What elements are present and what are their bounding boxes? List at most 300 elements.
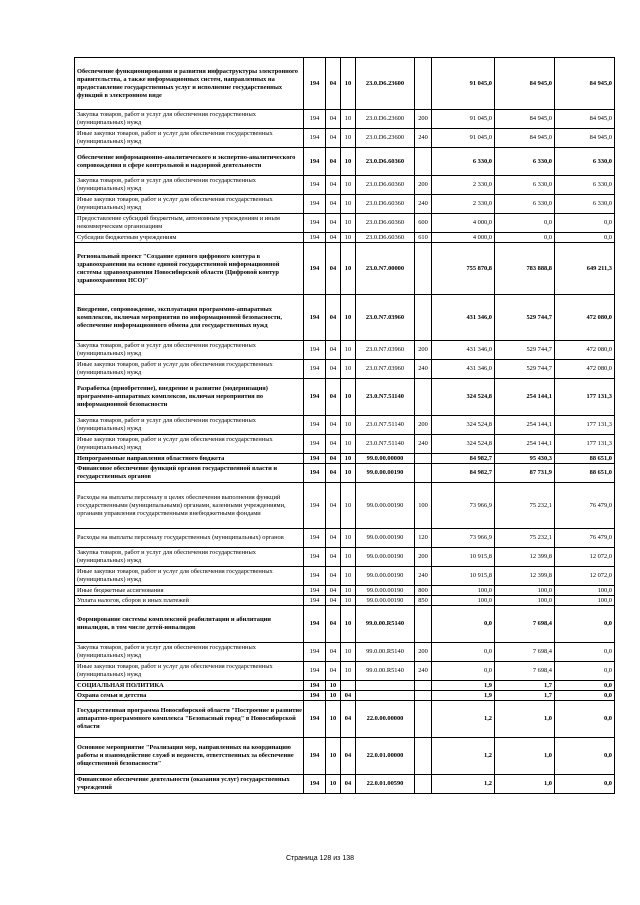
row-section-code: 04 [326,435,341,454]
row-name: Обеспечение функционирования и развития инфраструктуры электронного правительства, а также информационных систем, направленных на предоставление государственных услуг и исполнение государственных функций в электронном виде [75,58,304,110]
row-amount-year2: 12 399,8 [495,548,555,567]
row-grbs-code: 194 [304,701,326,738]
row-amount-year3: 0,0 [555,681,615,691]
table-row [75,195,615,214]
row-expense-type [415,738,432,775]
row-name: Финансовое обеспечение деятельности (оказания услуг) государственных учреждений [75,775,304,794]
row-subsection-code: 10 [341,548,356,567]
row-amount-year2: 254 144,1 [495,435,555,454]
row-target-article: 22.0.01.00590 [356,775,415,794]
row-target-article: 23.0.N7.03960 [356,360,415,379]
row-amount-year1: 4 000,0 [432,214,495,233]
row-amount-year2: 1,7 [495,681,555,691]
row-name: Закупка товаров, работ и услуг для обеспечения государственных (муниципальных) нужд [75,110,304,129]
row-amount-year3: 0,0 [555,606,615,643]
row-section-code: 10 [326,681,341,691]
table-row [75,454,615,464]
row-amount-year2: 783 888,8 [495,243,555,295]
row-name: Финансовое обеспечение функций органов государственной власти и государственных органов [75,464,304,483]
row-amount-year2: 7 698,4 [495,606,555,643]
row-grbs-code: 194 [304,464,326,483]
row-expense-type: 100 [415,483,432,529]
row-subsection-code: 10 [341,195,356,214]
row-expense-type: 200 [415,341,432,360]
row-amount-year2: 87 731,9 [495,464,555,483]
row-amount-year1: 324 524,8 [432,435,495,454]
row-amount-year3: 84 945,0 [555,129,615,148]
row-target-article: 23.0.D6.60360 [356,233,415,243]
table-row [75,176,615,195]
row-amount-year2: 0,0 [495,214,555,233]
row-name: Закупка товаров, работ и услуг для обеспечения государственных (муниципальных) нужд [75,643,304,662]
row-grbs-code: 194 [304,435,326,454]
row-subsection-code: 04 [341,738,356,775]
row-grbs-code: 194 [304,529,326,548]
row-amount-year3: 12 072,0 [555,548,615,567]
row-amount-year3: 177 131,3 [555,416,615,435]
row-amount-year2: 100,0 [495,586,555,596]
row-grbs-code: 194 [304,681,326,691]
row-amount-year3: 472 080,0 [555,295,615,341]
row-name: Закупка товаров, работ и услуг для обеспечения государственных (муниципальных) нужд [75,416,304,435]
row-name: Разработка (приобретение), внедрение и развитие (модернизация) программно-аппаратных комплексов, включая мероприятия по информационной безопасности [75,379,304,416]
table-row [75,548,615,567]
table-row [75,233,615,243]
row-target-article: 23.0.N7.51140 [356,416,415,435]
table-row [75,662,615,681]
row-target-article: 99.0.00.00190 [356,567,415,586]
row-amount-year1: 431 346,0 [432,360,495,379]
row-target-article: 99.0.00.00190 [356,464,415,483]
row-subsection-code: 10 [341,295,356,341]
row-grbs-code: 194 [304,775,326,794]
row-amount-year2: 7 698,4 [495,662,555,681]
row-amount-year1: 1,2 [432,775,495,794]
row-name: Иные закупки товаров, работ и услуг для обеспечения государственных (муниципальных) нужд [75,662,304,681]
row-target-article: 22.0.01.00000 [356,738,415,775]
row-target-article [356,691,415,701]
table-row [75,58,615,110]
row-grbs-code: 194 [304,548,326,567]
row-amount-year1: 0,0 [432,606,495,643]
row-section-code: 04 [326,567,341,586]
row-expense-type: 800 [415,586,432,596]
row-grbs-code: 194 [304,379,326,416]
row-amount-year2: 100,0 [495,596,555,606]
row-amount-year2: 6 330,0 [495,195,555,214]
row-target-article: 23.0.N7.51140 [356,435,415,454]
row-target-article: 23.0.D6.23600 [356,129,415,148]
row-amount-year1: 431 346,0 [432,295,495,341]
row-amount-year2: 75 232,1 [495,529,555,548]
row-subsection-code: 10 [341,567,356,586]
row-amount-year3: 649 211,3 [555,243,615,295]
row-amount-year3: 88 651,0 [555,464,615,483]
row-grbs-code: 194 [304,360,326,379]
row-amount-year1: 84 982,7 [432,454,495,464]
row-expense-type [415,606,432,643]
row-target-article: 99.0.00.00000 [356,454,415,464]
row-expense-type: 600 [415,214,432,233]
row-amount-year2: 0,0 [495,233,555,243]
page-number: Страница 128 из 138 [285,855,355,862]
row-amount-year3: 84 945,0 [555,110,615,129]
row-section-code: 04 [326,662,341,681]
row-section-code: 04 [326,195,341,214]
row-expense-type: 240 [415,195,432,214]
row-subsection-code: 10 [341,379,356,416]
row-target-article: 23.0.D6.60360 [356,195,415,214]
row-section-code: 04 [326,233,341,243]
row-amount-year3: 84 945,0 [555,58,615,110]
row-amount-year3: 0,0 [555,738,615,775]
row-target-article: 99.0.00.00190 [356,586,415,596]
row-amount-year1: 6 330,0 [432,148,495,176]
row-subsection-code: 10 [341,341,356,360]
row-grbs-code: 194 [304,341,326,360]
row-amount-year1: 100,0 [432,586,495,596]
row-amount-year2: 529 744,7 [495,341,555,360]
row-expense-type: 240 [415,129,432,148]
row-section-code: 04 [326,643,341,662]
budget-table-body [75,58,615,794]
table-row [75,379,615,416]
row-expense-type: 200 [415,548,432,567]
row-name: Иные закупки товаров, работ и услуг для обеспечения государственных (муниципальных) нужд [75,129,304,148]
row-section-code: 04 [326,606,341,643]
row-target-article: 99.0.00.00190 [356,529,415,548]
row-amount-year3: 88 651,0 [555,454,615,464]
row-grbs-code: 194 [304,129,326,148]
row-amount-year2: 12 399,8 [495,567,555,586]
row-subsection-code: 10 [341,596,356,606]
row-grbs-code: 194 [304,214,326,233]
row-grbs-code: 194 [304,58,326,110]
row-section-code: 04 [326,243,341,295]
row-subsection-code: 10 [341,148,356,176]
table-row [75,214,615,233]
row-expense-type: 200 [415,416,432,435]
row-section-code: 04 [326,548,341,567]
row-section-code: 04 [326,416,341,435]
row-expense-type [415,295,432,341]
row-amount-year1: 0,0 [432,662,495,681]
row-expense-type [415,243,432,295]
row-amount-year3: 100,0 [555,586,615,596]
row-grbs-code: 194 [304,738,326,775]
row-section-code: 04 [326,148,341,176]
row-expense-type: 200 [415,110,432,129]
row-target-article: 99.0.00.R5140 [356,606,415,643]
row-amount-year1: 324 524,8 [432,416,495,435]
row-target-article: 23.0.N7.00000 [356,243,415,295]
table-row [75,775,615,794]
row-section-code: 04 [326,58,341,110]
row-amount-year2: 1,0 [495,738,555,775]
table-row [75,681,615,691]
row-section-code: 04 [326,483,341,529]
row-amount-year1: 73 966,9 [432,483,495,529]
row-subsection-code: 10 [341,483,356,529]
row-section-code: 04 [326,379,341,416]
row-amount-year2: 6 330,0 [495,176,555,195]
row-subsection-code: 10 [341,662,356,681]
row-grbs-code: 194 [304,586,326,596]
row-section-code: 10 [326,691,341,701]
row-amount-year3: 0,0 [555,662,615,681]
table-row [75,129,615,148]
table-row [75,691,615,701]
row-section-code: 04 [326,110,341,129]
row-subsection-code: 10 [341,643,356,662]
row-grbs-code: 194 [304,148,326,176]
row-expense-type [415,701,432,738]
row-section-code: 04 [326,341,341,360]
table-row [75,529,615,548]
row-target-article: 99.0.00.00190 [356,596,415,606]
row-amount-year2: 6 330,0 [495,148,555,176]
row-subsection-code: 10 [341,586,356,596]
row-expense-type: 200 [415,176,432,195]
row-name: Субсидии бюджетным учреждениям [75,233,304,243]
row-amount-year2: 84 945,0 [495,110,555,129]
row-expense-type [415,464,432,483]
row-target-article: 23.0.N7.03960 [356,341,415,360]
row-section-code: 04 [326,586,341,596]
row-grbs-code: 194 [304,416,326,435]
row-amount-year2: 7 698,4 [495,643,555,662]
row-target-article: 99.0.00.00190 [356,548,415,567]
row-name: Государственная программа Новосибирской области "Построение и развитие аппаратно-программного комплекса "Безопасный город" в Новосибирской области [75,701,304,738]
table-row [75,738,615,775]
row-amount-year3: 472 080,0 [555,360,615,379]
row-name: Расходы на выплаты персоналу государственных (муниципальных) органов [75,529,304,548]
row-expense-type: 200 [415,643,432,662]
row-expense-type [415,454,432,464]
row-name: Основное мероприятие "Реализация мер, направленных на координацию работы и взаимодействие служб и ведомств, ответственных за обеспечение общественной безопасности" [75,738,304,775]
table-row [75,586,615,596]
row-amount-year1: 1,9 [432,681,495,691]
row-amount-year2: 84 945,0 [495,58,555,110]
row-amount-year3: 6 330,0 [555,176,615,195]
row-grbs-code: 194 [304,567,326,586]
row-target-article: 23.0.D6.23600 [356,110,415,129]
row-section-code: 04 [326,464,341,483]
row-name: Предоставление субсидий бюджетным, автономным учреждениям и иным некоммерческим организациям [75,214,304,233]
row-name: Региональный проект "Создание единого цифрового контура в здравоохранении на основе единой государственной информационной системы здравоохранения Новосибирской области (Цифровой контур здравоохранения НСО)" [75,243,304,295]
row-amount-year3: 0,0 [555,775,615,794]
row-subsection-code: 10 [341,58,356,110]
row-target-article: 22.0.00.00000 [356,701,415,738]
row-section-code: 10 [326,738,341,775]
row-name: Обеспечение информационно-аналитического и экспертно-аналитического сопровождения в сфере контрольной и надзорной деятельности [75,148,304,176]
row-amount-year1: 2 330,0 [432,176,495,195]
row-section-code: 04 [326,454,341,464]
table-row [75,643,615,662]
row-grbs-code: 194 [304,176,326,195]
row-amount-year1: 324 524,8 [432,379,495,416]
row-amount-year1: 1,9 [432,691,495,701]
row-amount-year1: 84 982,7 [432,464,495,483]
row-amount-year3: 0,0 [555,233,615,243]
table-row [75,360,615,379]
row-amount-year1: 91 045,0 [432,58,495,110]
row-section-code: 04 [326,295,341,341]
row-amount-year2: 1,0 [495,701,555,738]
row-expense-type: 240 [415,360,432,379]
row-subsection-code: 10 [341,464,356,483]
row-amount-year3: 12 072,0 [555,567,615,586]
row-name: Непрограммные направления областного бюджета [75,454,304,464]
row-section-code: 04 [326,176,341,195]
table-row [75,596,615,606]
row-expense-type: 850 [415,596,432,606]
row-expense-type: 610 [415,233,432,243]
row-name: Иные закупки товаров, работ и услуг для обеспечения государственных (муниципальных) нужд [75,567,304,586]
row-subsection-code: 10 [341,606,356,643]
row-subsection-code: 10 [341,529,356,548]
row-amount-year1: 10 915,8 [432,567,495,586]
row-subsection-code: 10 [341,360,356,379]
row-amount-year1: 73 966,9 [432,529,495,548]
row-subsection-code: 10 [341,129,356,148]
row-section-code: 10 [326,775,341,794]
row-section-code: 04 [326,529,341,548]
row-subsection-code: 10 [341,435,356,454]
table-row [75,243,615,295]
row-amount-year3: 177 131,3 [555,379,615,416]
row-name: Иные закупки товаров, работ и услуг для обеспечения государственных (муниципальных) нужд [75,195,304,214]
row-target-article: 23.0.D6.60360 [356,148,415,176]
row-amount-year3: 0,0 [555,643,615,662]
row-amount-year1: 2 330,0 [432,195,495,214]
row-section-code: 10 [326,701,341,738]
row-subsection-code: 10 [341,416,356,435]
table-row [75,464,615,483]
row-grbs-code: 194 [304,483,326,529]
row-amount-year1: 431 346,0 [432,341,495,360]
row-expense-type [415,681,432,691]
row-amount-year3: 6 330,0 [555,148,615,176]
row-grbs-code: 194 [304,454,326,464]
row-section-code: 04 [326,129,341,148]
row-amount-year2: 1,0 [495,775,555,794]
row-expense-type: 240 [415,435,432,454]
table-row [75,295,615,341]
row-subsection-code: 04 [341,701,356,738]
row-subsection-code: 10 [341,454,356,464]
row-target-article: 99.0.00.00190 [356,483,415,529]
row-subsection-code: 10 [341,233,356,243]
row-section-code: 04 [326,214,341,233]
table-row [75,483,615,529]
row-amount-year2: 95 430,3 [495,454,555,464]
row-amount-year2: 529 744,7 [495,360,555,379]
row-expense-type [415,58,432,110]
row-target-article: 23.0.D6.60360 [356,214,415,233]
row-grbs-code: 194 [304,691,326,701]
row-grbs-code: 194 [304,295,326,341]
row-target-article: 23.0.N7.51140 [356,379,415,416]
row-expense-type: 240 [415,567,432,586]
row-amount-year1: 0,0 [432,643,495,662]
table-row [75,606,615,643]
row-amount-year3: 0,0 [555,701,615,738]
row-amount-year3: 177 131,3 [555,435,615,454]
row-amount-year3: 100,0 [555,596,615,606]
row-expense-type: 120 [415,529,432,548]
table-row [75,341,615,360]
row-target-article: 23.0.D6.60360 [356,176,415,195]
row-amount-year1: 755 870,8 [432,243,495,295]
table-row [75,435,615,454]
row-section-code: 04 [326,596,341,606]
row-amount-year1: 4 000,0 [432,233,495,243]
table-row [75,416,615,435]
row-expense-type [415,379,432,416]
row-name: Иные бюджетные ассигнования [75,586,304,596]
row-name: Закупка товаров, работ и услуг для обеспечения государственных (муниципальных) нужд [75,548,304,567]
row-grbs-code: 194 [304,662,326,681]
row-name: СОЦИАЛЬНАЯ ПОЛИТИКА [75,681,304,691]
row-subsection-code: 10 [341,110,356,129]
row-subsection-code: 10 [341,243,356,295]
row-amount-year1: 10 915,8 [432,548,495,567]
row-amount-year3: 0,0 [555,691,615,701]
table-row [75,701,615,738]
row-subsection-code: 10 [341,214,356,233]
table-row [75,148,615,176]
row-expense-type [415,148,432,176]
row-amount-year1: 1,2 [432,701,495,738]
row-name: Закупка товаров, работ и услуг для обеспечения государственных (муниципальных) нужд [75,176,304,195]
row-subsection-code: 04 [341,775,356,794]
row-name: Иные закупки товаров, работ и услуг для обеспечения государственных (муниципальных) нужд [75,360,304,379]
row-amount-year3: 76 479,0 [555,483,615,529]
row-subsection-code: 04 [341,691,356,701]
row-amount-year2: 254 144,1 [495,416,555,435]
row-target-article: 23.0.D6.23600 [356,58,415,110]
row-amount-year2: 529 744,7 [495,295,555,341]
row-amount-year1: 91 045,0 [432,129,495,148]
row-name: Иные закупки товаров, работ и услуг для обеспечения государственных (муниципальных) нужд [75,435,304,454]
row-amount-year3: 0,0 [555,214,615,233]
row-subsection-code [341,681,356,691]
row-amount-year1: 100,0 [432,596,495,606]
row-amount-year2: 1,7 [495,691,555,701]
row-target-article: 99.0.00.R5140 [356,662,415,681]
row-grbs-code: 194 [304,243,326,295]
budget-table [74,57,615,794]
row-amount-year2: 75 232,1 [495,483,555,529]
row-amount-year3: 472 080,0 [555,341,615,360]
row-amount-year3: 6 330,0 [555,195,615,214]
row-amount-year1: 91 045,0 [432,110,495,129]
row-name: Закупка товаров, работ и услуг для обеспечения государственных (муниципальных) нужд [75,341,304,360]
row-expense-type: 240 [415,662,432,681]
row-amount-year1: 1,2 [432,738,495,775]
row-amount-year3: 76 479,0 [555,529,615,548]
row-subsection-code: 10 [341,176,356,195]
row-grbs-code: 194 [304,233,326,243]
row-name: Внедрение, сопровождение, эксплуатация программно-аппаратных комплексов, включая мероприятия по информационной безопасности, обеспечение информационного обмена для государственных нужд [75,295,304,341]
row-amount-year2: 254 144,1 [495,379,555,416]
table-row [75,110,615,129]
row-expense-type [415,775,432,794]
row-name: Уплата налогов, сборов и иных платежей [75,596,304,606]
row-target-article [356,681,415,691]
row-name: Расходы на выплаты персоналу в целях обеспечения выполнения функций государственными (муниципальными) органами, казенными учреждениями, органами управления государственными внебюджетными фондами [75,483,304,529]
